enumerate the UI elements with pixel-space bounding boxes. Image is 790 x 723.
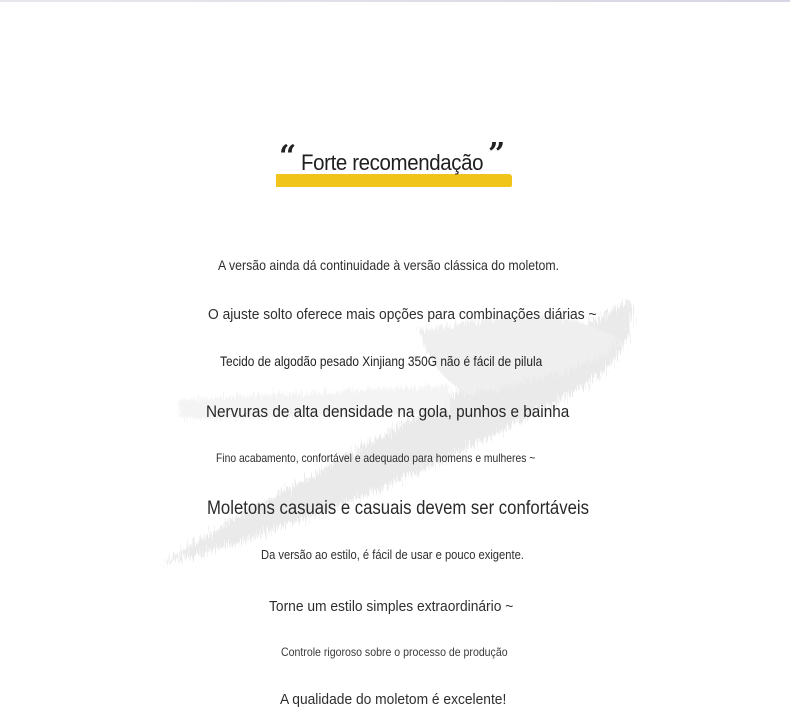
heading-title: Forte recomendação [301, 150, 484, 175]
text-line-finish: Fino acabamento, confortável e adequado para homens e mulheres ~ [216, 451, 536, 465]
recommendation-heading [276, 138, 514, 190]
text-line-comfortable: Moletons casuais e casuais devem ser confortáveis [207, 498, 589, 519]
text-line-ribbing: Nervuras de alta densidade na gola, punhos e bainha [206, 402, 570, 421]
text-line-loose-fit: O ajuste solto oferece mais opções para combinações diárias ~ [208, 306, 597, 323]
text-line-fabric: Tecido de algodão pesado Xinjiang 350G não é fácil de pilula [220, 353, 543, 369]
text-line-quality: A qualidade do moletom é excelente! [280, 691, 507, 708]
text-line-extraordinary: Torne um estilo simples extraordinário ~ [269, 598, 514, 615]
text-line-easy-to-wear: Da versão ao estilo, é fácil de usar e pouco exigente. [261, 547, 524, 562]
close-quote-icon: ” [488, 137, 506, 172]
text-line-production-control: Controle rigoroso sobre o processo de produção [281, 645, 508, 659]
open-quote-icon: “ [279, 139, 297, 174]
text-line-classic-version: A versão ainda dá continuidade à versão clássica do moletom. [218, 257, 560, 273]
